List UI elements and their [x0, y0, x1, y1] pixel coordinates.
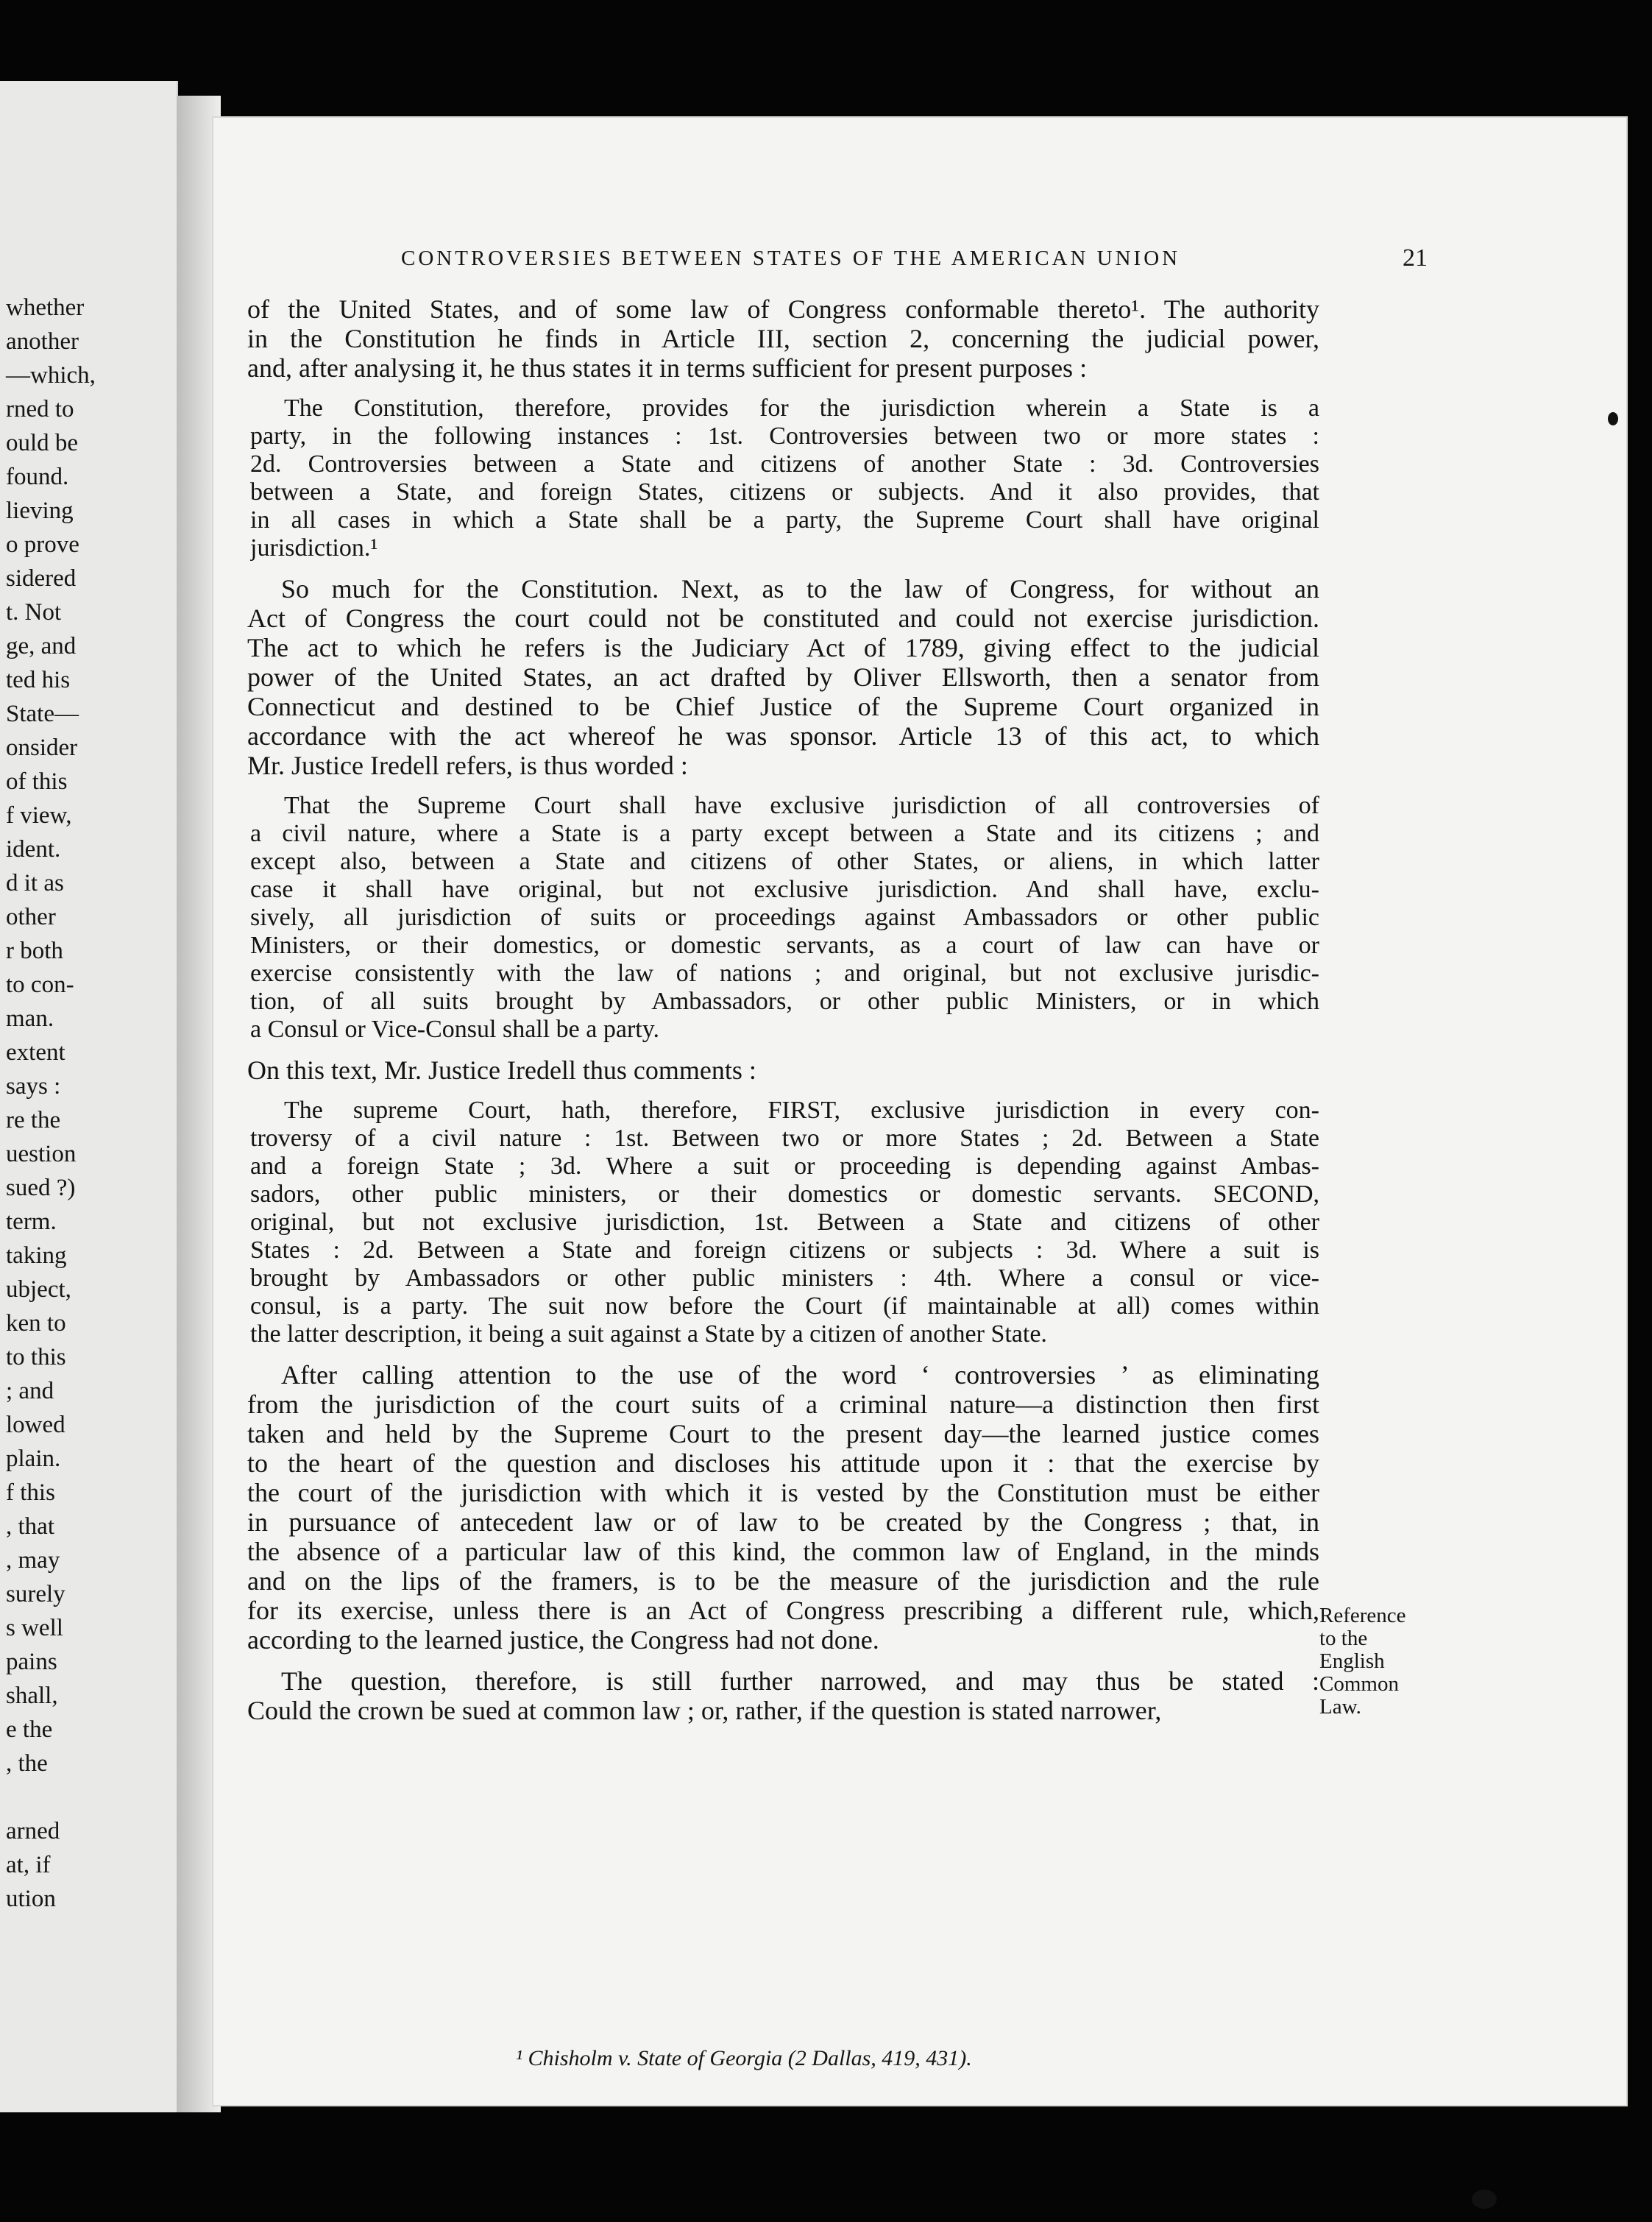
facing-page-line: arned	[6, 1818, 60, 1844]
facing-page-line: at, if	[6, 1852, 51, 1878]
text-line: between a State, and foreign States, citizens or subjects. And it also provides, that	[250, 478, 1319, 506]
text-line: the absence of a particular law of this kind, the common law of England, in the minds	[247, 1537, 1319, 1566]
text-line: case it shall have original, but not exclusive jurisdiction. And shall have, exclu-	[250, 876, 1319, 903]
facing-page-line: to con-	[6, 972, 74, 998]
text-line: troversy of a civil nature : 1st. Between two or more States ; 2d. Between a State	[250, 1125, 1319, 1152]
text-line: except also, between a State and citizens of other States, or aliens, in which latter	[250, 848, 1319, 875]
text-line: in the Constitution he finds in Article III, section 2, concerning the judicial power,	[247, 324, 1319, 353]
text-line: exercise consistently with the law of nations ; and original, but not exclusive jurisdic-	[250, 960, 1319, 987]
text-line: Ministers, or their domestics, or domestic servants, as a court of law can have or	[250, 932, 1319, 959]
text-line: The question, therefore, is still further narrowed, and may thus be stated :	[281, 1666, 1319, 1696]
scan-speck	[1472, 2190, 1497, 2209]
facing-page-line: onsider	[6, 735, 78, 761]
facing-page-line: re the	[6, 1107, 61, 1133]
facing-page-line: plain.	[6, 1446, 61, 1472]
text-line: The act to which he refers is the Judiciary Act of 1789, giving effect to the judicial	[247, 633, 1319, 662]
text-line: from the jurisdiction of the court suits of a criminal nature—a distinction then first	[247, 1390, 1319, 1419]
text-line: and on the lips of the framers, is to be the measure of the jurisdiction and the rule	[247, 1566, 1319, 1596]
text-line: the court of the jurisdiction with which it is vested by the Constitution must be either	[247, 1478, 1319, 1507]
facing-page-line: lieving	[6, 498, 74, 524]
text-line: That the Supreme Court shall have exclusive jurisdiction of all controversies of	[284, 792, 1319, 819]
running-head: CONTROVERSIES BETWEEN STATES OF THE AMERICAN UNION	[401, 247, 1181, 270]
facing-page-line: State—	[6, 701, 79, 727]
text-line: a civil nature, where a State is a party except between a State and its citizens ; and	[250, 820, 1319, 847]
facing-page-line: e the	[6, 1716, 53, 1743]
text-line: original, but not exclusive jurisdiction, 1st. Between a State and citizens of other	[250, 1209, 1319, 1236]
text-line: taken and held by the Supreme Court to the present day—the learned justice comes	[247, 1419, 1319, 1448]
facing-page-line: term.	[6, 1209, 57, 1235]
text-line: to the heart of the question and discloses his attitude upon it : that the exercise by	[247, 1448, 1319, 1478]
text-line: in pursuance of antecedent law or of law to be created by the Congress ; that, in	[247, 1507, 1319, 1537]
facing-page-line: found.	[6, 464, 69, 490]
facing-page-line: ould be	[6, 430, 79, 456]
text-line: States : 2d. Between a State and foreign citizens or subjects : 3d. Where a suit is	[250, 1236, 1319, 1264]
text-line: tion, of all suits brought by Ambassadors, or other public Ministers, or in which	[250, 988, 1319, 1015]
facing-page-line: sidered	[6, 565, 77, 592]
footnote: ¹ Chisholm v. State of Georgia (2 Dallas, 419, 431).	[516, 2046, 972, 2070]
facing-page-line: other	[6, 904, 56, 930]
text-line: accordance with the act whereof he was sponsor. Article 13 of this act, to which	[247, 721, 1319, 751]
text-line: for its exercise, unless there is an Act of Congress prescribing a different rule, which,	[247, 1596, 1319, 1625]
page-number: 21	[1403, 244, 1428, 272]
facing-page-line: says :	[6, 1073, 61, 1100]
facing-page-line: t. Not	[6, 599, 62, 626]
margin-note-line: Law.	[1319, 1695, 1361, 1719]
text-line: brought by Ambassadors or other public ministers : 4th. Where a consul or vice-	[250, 1264, 1319, 1292]
facing-page-line: pains	[6, 1649, 57, 1675]
facing-page-line: to this	[6, 1344, 66, 1370]
facing-page-line: ted his	[6, 667, 71, 693]
margin-note-line: Common	[1319, 1672, 1399, 1696]
facing-page-line: , may	[6, 1547, 60, 1574]
text-line: The supreme Court, hath, therefore, FIRST, exclusive jurisdiction in every con-	[284, 1097, 1319, 1124]
text-line: Could the crown be sued at common law ; or, rather, if the question is stated narrower,	[247, 1696, 1162, 1725]
facing-page-line: r both	[6, 938, 63, 964]
facing-page-line: sued ?)	[6, 1175, 76, 1201]
facing-page-line: ubject,	[6, 1276, 71, 1303]
text-line: On this text, Mr. Justice Iredell thus comments :	[247, 1055, 756, 1085]
facing-page-line: shall,	[6, 1683, 58, 1709]
facing-page-line: , the	[6, 1750, 48, 1777]
facing-page-line: uestion	[6, 1141, 77, 1167]
text-line: sively, all jurisdiction of suits or proceedings against Ambassadors or other public	[250, 904, 1319, 931]
text-line: in all cases in which a State shall be a party, the Supreme Court shall have original	[250, 506, 1319, 534]
facing-page-line: surely	[6, 1581, 65, 1607]
text-line: sadors, other public ministers, or their domestics or domestic servants. SECOND,	[250, 1181, 1319, 1208]
facing-page-line: d it as	[6, 870, 64, 896]
text-line: a Consul or Vice-Consul shall be a party.	[250, 1016, 660, 1043]
text-line: of the United States, and of some law of Congress conformable thereto¹. The authority	[247, 294, 1319, 324]
margin-note-line: to the	[1319, 1627, 1368, 1650]
text-line: according to the learned justice, the Congress had not done.	[247, 1625, 879, 1655]
facing-page-line: rned to	[6, 396, 74, 422]
text-line: and a foreign State ; 3d. Where a suit or proceeding is depending against Ambas-	[250, 1153, 1319, 1180]
margin-note-line: English	[1319, 1649, 1385, 1673]
facing-page-line: ge, and	[6, 633, 77, 659]
facing-page-line: f this	[6, 1479, 55, 1506]
facing-page-line: ; and	[6, 1378, 54, 1404]
facing-page-fragment	[0, 81, 178, 2112]
text-line: The Constitution, therefore, provides for the jurisdiction wherein a State is a	[284, 394, 1319, 422]
text-line: consul, is a party. The suit now before the Court (if maintainable at all) comes within	[250, 1292, 1319, 1320]
margin-note-line: Reference	[1319, 1604, 1406, 1627]
facing-page-line: lowed	[6, 1412, 65, 1438]
text-line: power of the United States, an act drafted by Oliver Ellsworth, then a senator from	[247, 662, 1319, 692]
text-line: Connecticut and destined to be Chief Justice of the Supreme Court organized in	[247, 692, 1319, 721]
text-line: After calling attention to the use of the word ‘ controversies ’ as eliminating	[281, 1360, 1319, 1390]
text-line: the latter description, it being a suit against a State by a citizen of another State.	[250, 1320, 1047, 1348]
text-line: party, in the following instances : 1st. Controversies between two or more states :	[250, 422, 1319, 450]
facing-page-line: ident.	[6, 836, 61, 863]
facing-page-line: of this	[6, 768, 68, 795]
text-line: Act of Congress the court could not be constituted and could not exercise jurisdiction.	[247, 604, 1319, 633]
facing-page-line: another	[6, 328, 79, 355]
facing-page-line: whether	[6, 294, 85, 321]
facing-page-line: ken to	[6, 1310, 66, 1337]
margin-note	[1319, 1604, 1430, 1719]
facing-page-line: man.	[6, 1005, 54, 1032]
facing-page-line: s well	[6, 1615, 63, 1641]
facing-page-line: —which,	[6, 362, 96, 389]
facing-page-line: f view,	[6, 802, 72, 829]
facing-page-line: taking	[6, 1242, 67, 1269]
facing-page-line: , that	[6, 1513, 54, 1540]
facing-page-line: extent	[6, 1039, 65, 1066]
text-line: jurisdiction.¹	[250, 534, 378, 562]
facing-page-line: ution	[6, 1886, 56, 1912]
text-line: 2d. Controversies between a State and citizens of another State : 3d. Controversies	[250, 450, 1319, 478]
text-line: So much for the Constitution. Next, as to the law of Congress, for without an	[281, 574, 1319, 604]
facing-page-line: o prove	[6, 531, 79, 558]
book-page	[213, 118, 1626, 2105]
text-line: and, after analysing it, he thus states it in terms sufficient for present purposes :	[247, 353, 1088, 383]
scan-speck	[1608, 412, 1618, 425]
text-line: Mr. Justice Iredell refers, is thus worded :	[247, 751, 688, 780]
